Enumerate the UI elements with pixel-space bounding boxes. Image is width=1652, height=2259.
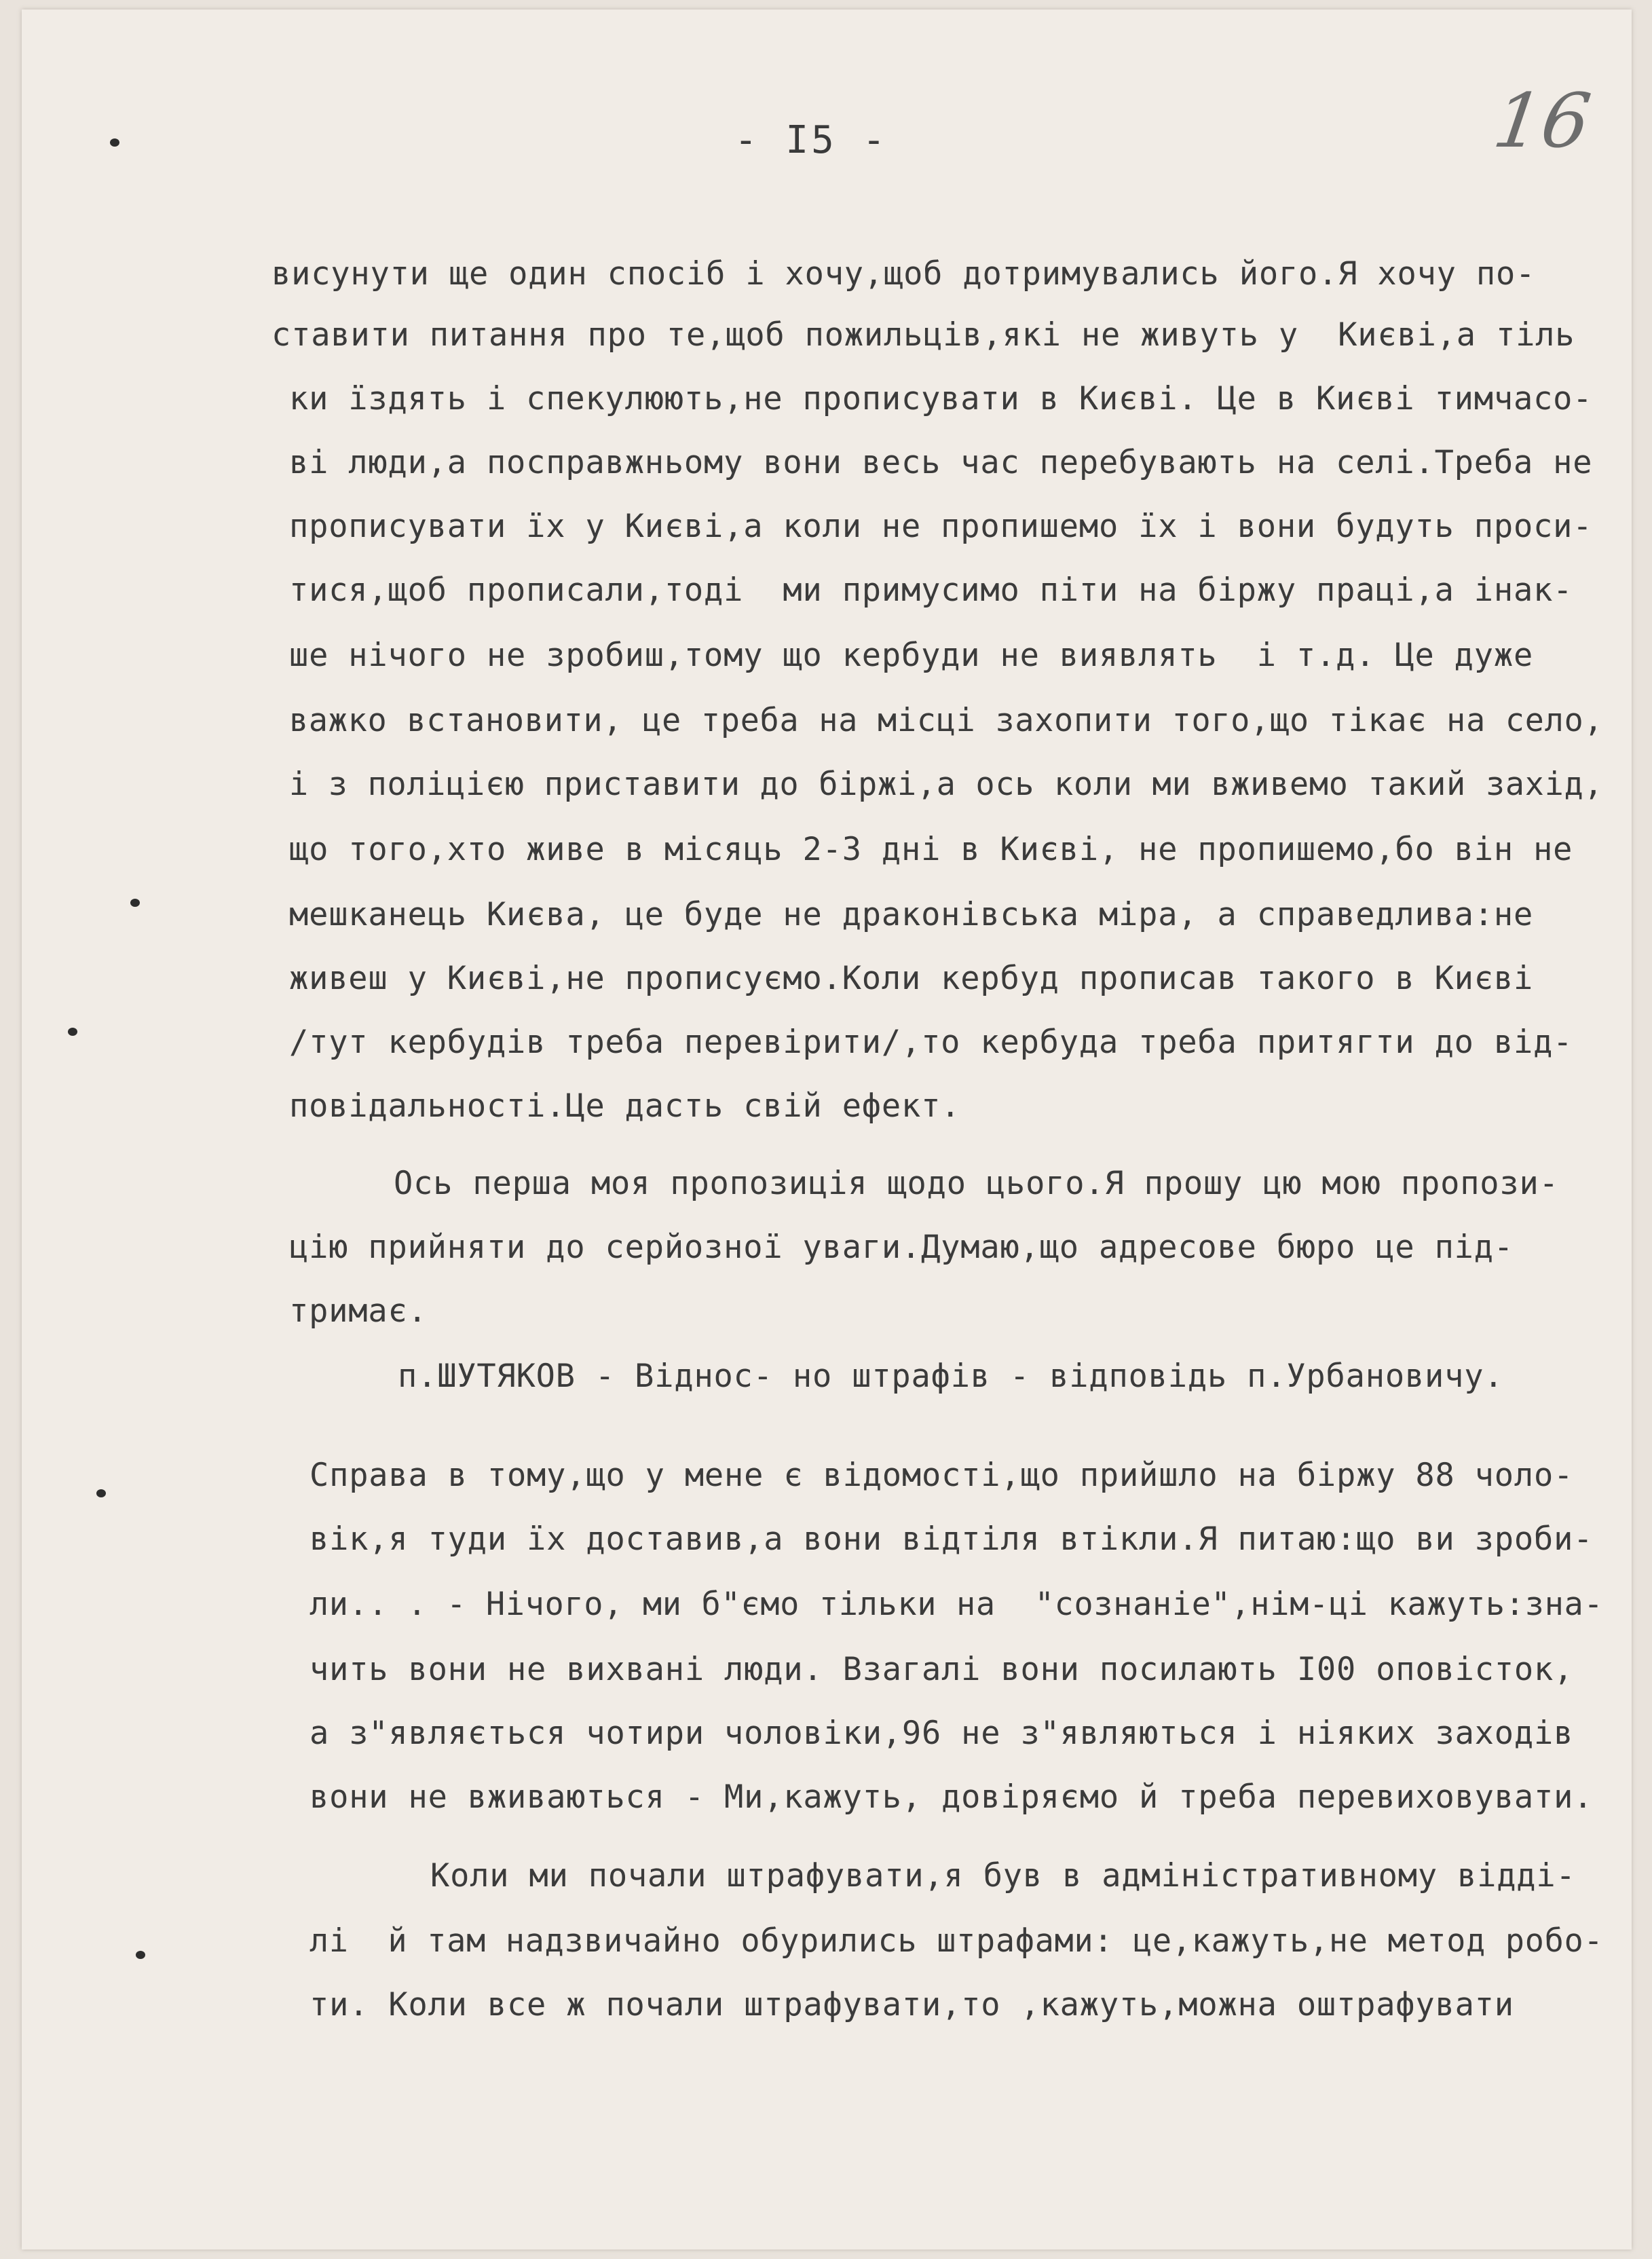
text-line: висунути ще один спосіб і хочу,щоб дотримувались його.Я хочу по- (271, 255, 1536, 293)
text-line: Справа в тому,що у мене є відомості,що прийшло на біржу 88 чоло- (309, 1457, 1574, 1494)
binder-hole-mark (110, 138, 119, 147)
text-line: важко встановити, це треба на місці захопити того,що тікає на село, (289, 702, 1604, 739)
text-line: тримає. (289, 1292, 428, 1330)
text-line: а з"являється чотири чоловіки,96 не з"являються і ніяких заходів (309, 1715, 1574, 1752)
text-line: повідальності.Це дасть свій ефект. (289, 1087, 961, 1125)
text-line: що того,хто живе в місяць 2-3 дні в Києві, не пропишемо,бо він не (289, 831, 1573, 868)
text-line: живеш у Києві,не прописуємо.Коли кербуд прописав такого в Києві (289, 960, 1534, 997)
page-number: - I5 - (734, 118, 888, 162)
binder-hole-mark (68, 1028, 77, 1036)
archive-sheet-number: 16 (1488, 77, 1596, 164)
binder-hole-mark (130, 899, 140, 907)
text-line: вік,я туди їх доставив,а вони відтіля втікли.Я питаю:що ви зроби- (309, 1520, 1594, 1558)
text-line: вони не вживаються - Ми,кажуть, довіряємо й треба перевиховувати. (309, 1778, 1594, 1816)
text-line: ше нічого не зробиш,тому що кербуди не виявлять і т.д. Це дуже (289, 637, 1534, 674)
text-line: ки їздять і спекулюють,не прописувати в Києві. Це в Києві тимчасо- (289, 380, 1593, 417)
speaker-line: п.ШУТЯКОВ - Віднос- но штрафів - відповідь п.Урбановичу. (398, 1358, 1504, 1395)
text-line: чить вони не вихвані люди. Взагалі вони посилають І00 оповісток, (309, 1651, 1574, 1688)
binder-hole-mark (96, 1489, 106, 1497)
text-line: ли.. . - Нічого, ми б"ємо тільки на "сознаніе",нім-ці кажуть:зна- (309, 1586, 1604, 1623)
text-line: і з поліцією приставити до біржі,а ось коли ми вживемо такий захід, (289, 766, 1604, 803)
binder-hole-mark (136, 1951, 145, 1959)
text-line: ставити питання про те,щоб пожильців,які не живуть у Києві,а тіль (271, 316, 1575, 354)
text-line: ти. Коли все ж почали штрафувати,то ,кажуть,можна оштрафувати (309, 1986, 1514, 2023)
text-line: ві люди,а посправжньому вони весь час перебувають на селі.Треба не (289, 444, 1593, 481)
text-line: лі й там надзвичайно обурились штрафами: це,кажуть,не метод робо- (309, 1922, 1604, 1960)
text-line: тися,щоб прописали,тоді ми примусимо піти на біржу праці,а інак- (289, 572, 1573, 609)
text-line: Коли ми почали штрафувати,я був в адміністративному відді- (430, 1857, 1576, 1894)
text-line: цію прийняти до серйозної уваги.Думаю,що адресове бюро це під- (289, 1229, 1514, 1266)
text-line: мешканець Києва, це буде не драконівська міра, а справедлива:не (289, 896, 1534, 933)
document-page (22, 10, 1632, 2249)
text-line: Ось перша моя пропозиція щодо цього.Я прошу цю мою пропози- (394, 1165, 1559, 1202)
text-line: /тут кербудів треба перевірити/,то кербуда треба притягти до від- (289, 1024, 1573, 1061)
text-line: прописувати їх у Києві,а коли не пропишемо їх і вони будуть проси- (289, 508, 1593, 545)
